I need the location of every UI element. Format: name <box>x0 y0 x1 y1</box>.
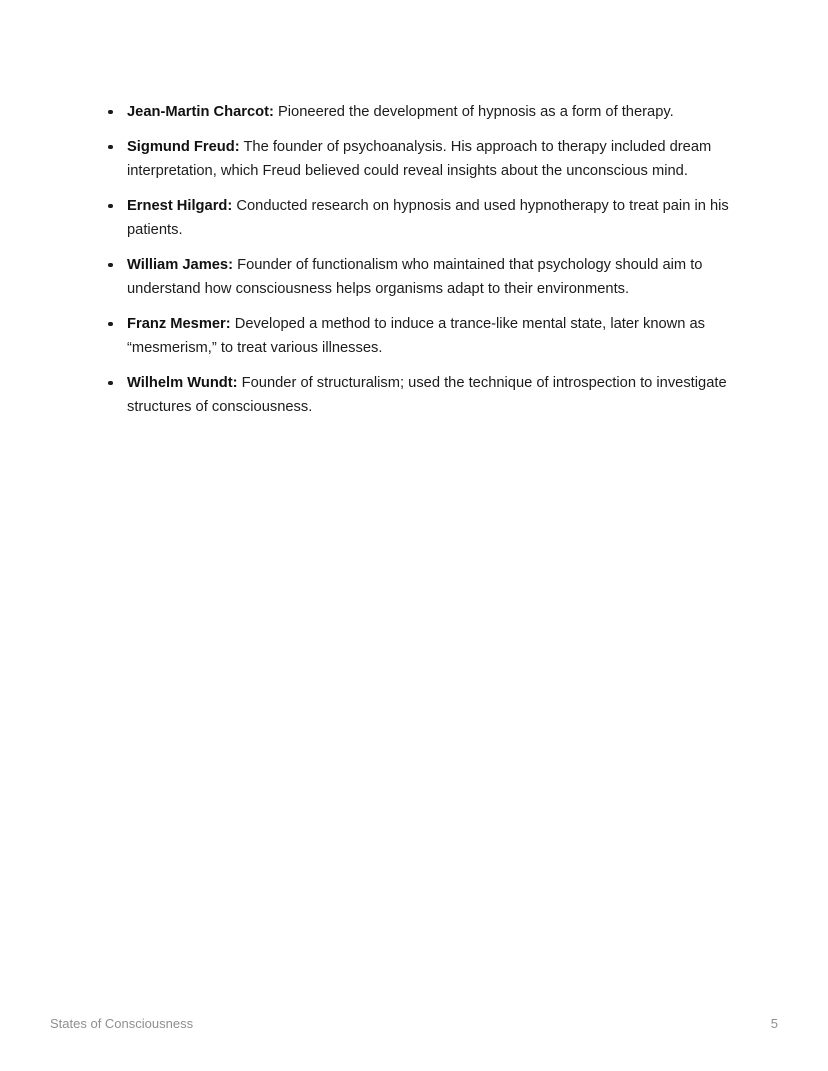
person-description: The founder of psychoanalysis. His approach to therapy included dream interpretation, which Freud believed could reveal insights about the unconscious mind. <box>127 139 712 179</box>
footer-page-number: 5 <box>770 1016 778 1031</box>
bullet-icon <box>108 263 113 268</box>
list-item <box>108 253 734 301</box>
person-name: Jean-Martin Charcot: <box>127 104 274 120</box>
bullet-icon <box>108 322 113 327</box>
list-item <box>108 312 734 360</box>
list-item <box>108 194 734 242</box>
person-name: Wilhelm Wundt: <box>127 375 238 391</box>
person-description: Developed a method to induce a trance-like mental state, later known as “mesmerism,” to treat various illnesses. <box>127 316 706 356</box>
list-item <box>108 371 734 419</box>
person-name: Franz Mesmer: <box>127 316 231 332</box>
person-description: Founder of functionalism who maintained that psychology should aim to understand how consciousness helps organisms adapt to their environments. <box>127 257 703 297</box>
bullet-icon <box>108 145 113 150</box>
person-description: Pioneered the development of hypnosis as a form of therapy. <box>278 104 674 120</box>
bullet-icon <box>108 110 113 115</box>
list-item <box>108 100 734 124</box>
page-footer <box>0 1016 828 1031</box>
psychologists-list <box>108 100 734 430</box>
person-name: William James: <box>127 257 233 273</box>
person-name: Sigmund Freud: <box>127 139 240 155</box>
bullet-icon <box>108 204 113 209</box>
footer-document-title: States of Consciousness <box>50 1016 194 1031</box>
person-name: Ernest Hilgard: <box>127 198 233 214</box>
list-item <box>108 135 734 183</box>
bullet-icon <box>108 381 113 386</box>
person-description: Founder of structuralism; used the technique of introspection to investigate structures of consciousness. <box>127 375 727 415</box>
person-description: Conducted research on hypnosis and used hypnotherapy to treat pain in his patients. <box>127 198 729 238</box>
